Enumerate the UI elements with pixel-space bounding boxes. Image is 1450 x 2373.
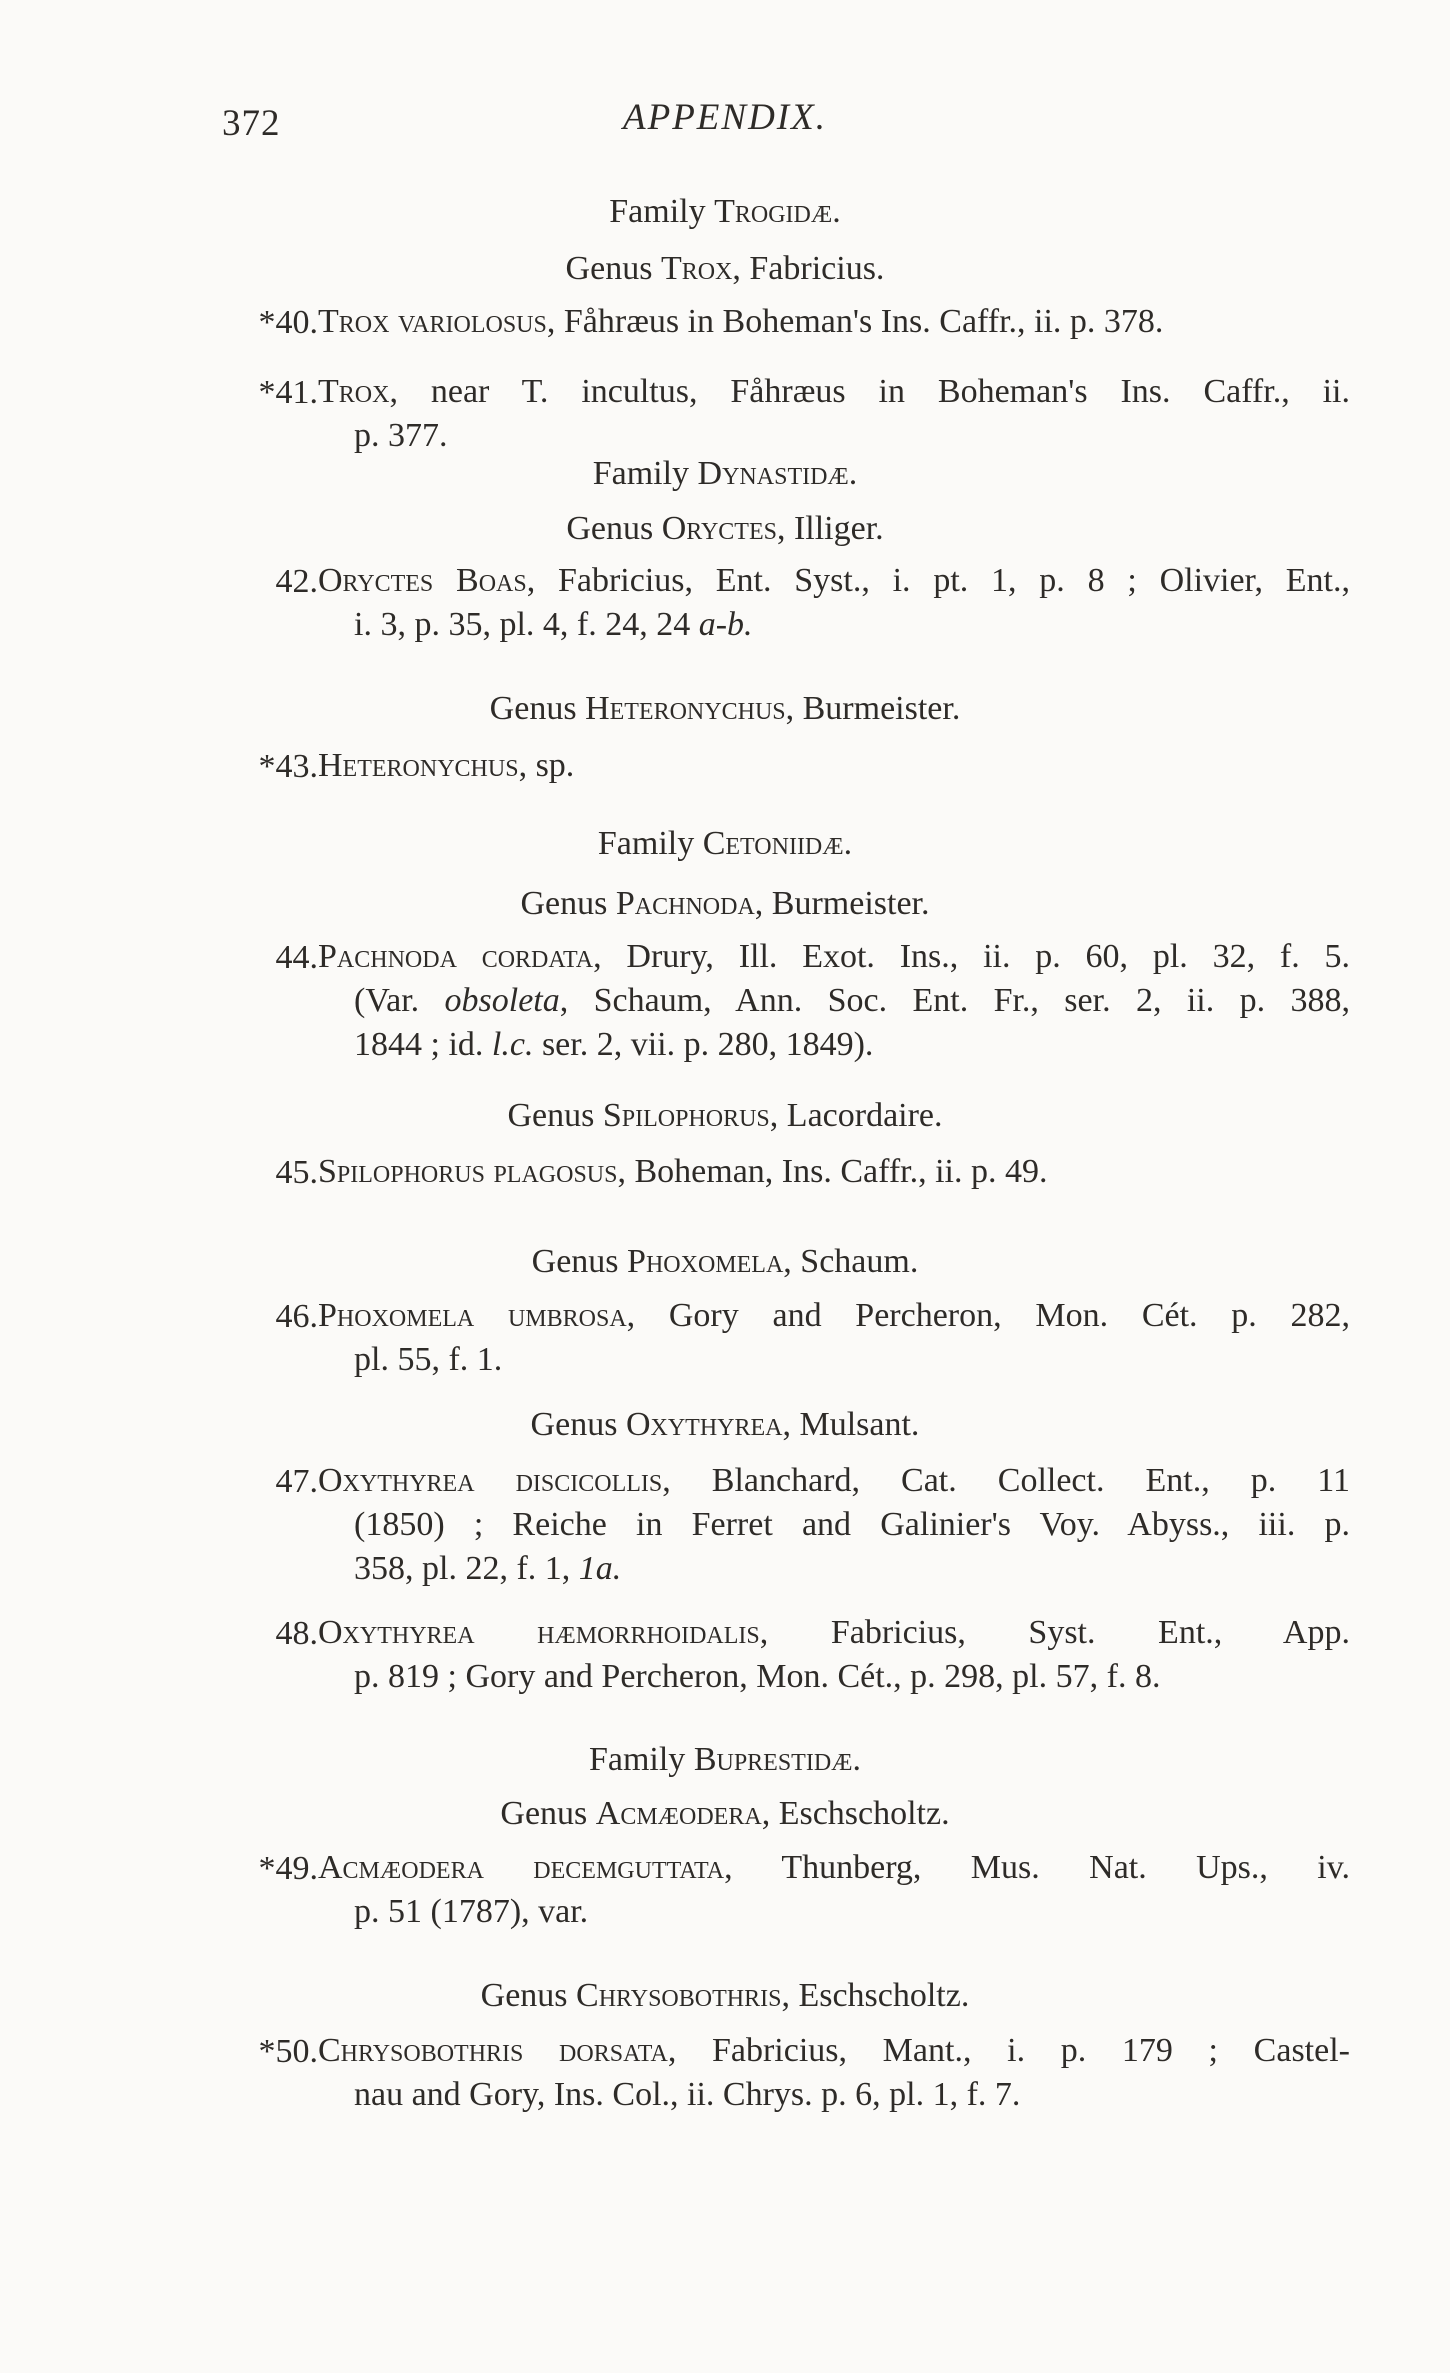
catalog-entry — [318, 1150, 1350, 1194]
entry-line: 1844 ; id. l.c. ser. 2, vii. p. 280, 1849). — [354, 1026, 874, 1063]
entry-number: 44. — [275, 939, 318, 976]
entry-line: nau and Gory, Ins. Col., ii. Chrys. p. 6, pl. 1, f. 7. — [354, 2076, 1021, 2113]
catalog-entry — [318, 935, 1350, 1067]
page-number: 372 — [222, 103, 281, 144]
entry-line: p. 51 (1787), var. — [354, 1893, 589, 1930]
section-heading: Genus Trox, Fabricius. — [565, 250, 885, 287]
entry-number: 47. — [275, 1463, 318, 1500]
entry-line: p. 819 ; Gory and Percheron, Mon. Cét., p. 298, pl. 57, f. 8. — [354, 1658, 1161, 1695]
section-heading: Genus Pachnoda, Burmeister. — [520, 885, 930, 922]
entry-line: Phoxomela umbrosa, Gory and Percheron, Mon. Cét. p. 282, — [318, 1297, 1350, 1334]
catalog-entry — [318, 559, 1350, 647]
entry-number: *41. — [258, 374, 318, 411]
entry-line: Oxythyrea hæmorrhoidalis, Fabricius, Syst. Ent., App. — [318, 1614, 1350, 1651]
section-heading: Genus Spilophorus, Lacordaire. — [507, 1097, 943, 1134]
entry-number: *49. — [258, 1850, 318, 1887]
entry-line: Spilophorus plagosus, Boheman, Ins. Caffr., ii. p. 49. — [318, 1153, 1048, 1190]
entry-line: Trox variolosus, Fåhræus in Boheman's Ins. Caffr., ii. p. 378. — [318, 303, 1164, 340]
entry-line: i. 3, p. 35, pl. 4, f. 24, 24 a-b. — [354, 606, 753, 643]
catalog-entry — [318, 744, 1350, 788]
entry-line: (Var. obsoleta, Schaum, Ann. Soc. Ent. Fr., ser. 2, ii. p. 388, — [354, 982, 1350, 1019]
section-heading: Genus Chrysobothris, Eschscholtz. — [480, 1977, 970, 2014]
catalog-entry — [318, 1846, 1350, 1934]
entry-line: Chrysobothris dorsata, Fabricius, Mant., i. p. 179 ; Castel- — [318, 2032, 1350, 2069]
entry-line: pl. 55, f. 1. — [354, 1341, 503, 1378]
section-heading: Family Cetoniidæ. — [597, 825, 853, 862]
entry-line: p. 377. — [354, 417, 448, 454]
entry-number: 42. — [275, 563, 318, 600]
section-heading: Genus Acmæodera, Eschscholtz. — [500, 1795, 950, 1832]
entry-number: 48. — [275, 1615, 318, 1652]
entry-line: (1850) ; Reiche in Ferret and Galinier's Voy. Abyss., iii. p. — [354, 1506, 1350, 1543]
section-heading: Family Buprestidæ. — [588, 1741, 862, 1778]
entry-number: *40. — [258, 304, 318, 341]
section-heading: Family Dynastidæ. — [592, 455, 858, 492]
entry-number: *50. — [258, 2033, 318, 2070]
section-heading: Genus Phoxomela, Schaum. — [531, 1243, 919, 1280]
catalog-entry — [318, 1611, 1350, 1699]
entry-line: Oxythyrea discicollis, Blanchard, Cat. Collect. Ent., p. 11 — [318, 1462, 1350, 1499]
entry-number: 45. — [275, 1154, 318, 1191]
section-heading: Genus Oryctes, Illiger. — [566, 510, 884, 547]
entry-number: 46. — [275, 1298, 318, 1335]
section-heading: Genus Oxythyrea, Mulsant. — [530, 1406, 920, 1443]
entry-line: 358, pl. 22, f. 1, 1a. — [354, 1550, 622, 1587]
section-heading: Family Trogidæ. — [609, 193, 841, 230]
entry-line: Pachnoda cordata, Drury, Ill. Exot. Ins., ii. p. 60, pl. 32, f. 5. — [318, 938, 1350, 975]
running-title: APPENDIX. — [623, 97, 827, 138]
entry-line: Trox, near T. incultus, Fåhræus in Boheman's Ins. Caffr., ii. — [318, 373, 1350, 410]
section-heading: Genus Heteronychus, Burmeister. — [489, 690, 961, 727]
entry-line: Heteronychus, sp. — [318, 747, 575, 784]
catalog-entry — [318, 370, 1350, 458]
catalog-entry — [318, 1459, 1350, 1591]
catalog-entry — [318, 2029, 1350, 2117]
entry-number: *43. — [258, 748, 318, 785]
catalog-entry — [318, 1294, 1350, 1382]
catalog-entry — [318, 300, 1350, 344]
entry-line: Oryctes Boas, Fabricius, Ent. Syst., i. pt. 1, p. 8 ; Olivier, Ent., — [318, 562, 1350, 599]
entry-line: Acmæodera decemguttata, Thunberg, Mus. Nat. Ups., iv. — [318, 1849, 1350, 1886]
